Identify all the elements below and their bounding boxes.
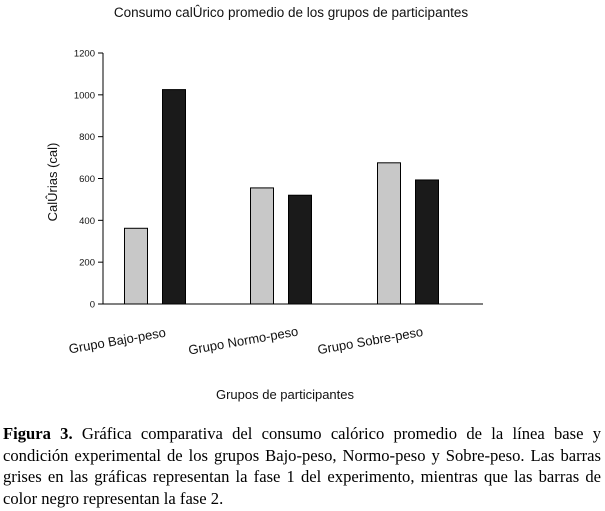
y-tick-label: 0 [89, 299, 95, 311]
y-tick-label: 400 [79, 215, 95, 227]
y-tick-label: 600 [79, 174, 95, 185]
y-tick-label: 800 [79, 132, 95, 144]
x-category-label: Grupo Bajo-peso [67, 324, 167, 357]
y-tick-label: 1200 [73, 48, 95, 60]
plot-area [68, 49, 483, 358]
y-tick-label: 200 [79, 257, 95, 269]
bar-phase1 [125, 228, 148, 304]
bar-phase1 [251, 188, 274, 304]
x-axis-label: Grupos de participantes [215, 387, 355, 402]
y-tick-label: 1000 [73, 90, 95, 102]
y-axis-label: CalÛrias (cal) [45, 142, 60, 222]
bar-phase2 [163, 90, 186, 304]
caption-text: Gráfica comparativa del consumo calórico promedio de la línea base y condición experimental de los grupos Bajo-peso, Normo-peso y Sobre-peso. Las barras grises en las gráficas representan la fase 1 del experimento, mientras que las barras de color negro representan la fase 2. [3, 424, 601, 508]
chart-title: Consumo calÛrico promedio de los grupos de participantes [113, 5, 469, 20]
x-category-label: Grupo Sobre-peso [316, 323, 425, 358]
bar-phase1 [378, 163, 401, 304]
caption-label: Figura 3. [3, 424, 73, 443]
bar-phase2 [289, 195, 312, 304]
bar-phase2 [416, 180, 439, 304]
figure-caption [3, 423, 601, 509]
x-category-label: Grupo Normo-peso [187, 323, 300, 358]
